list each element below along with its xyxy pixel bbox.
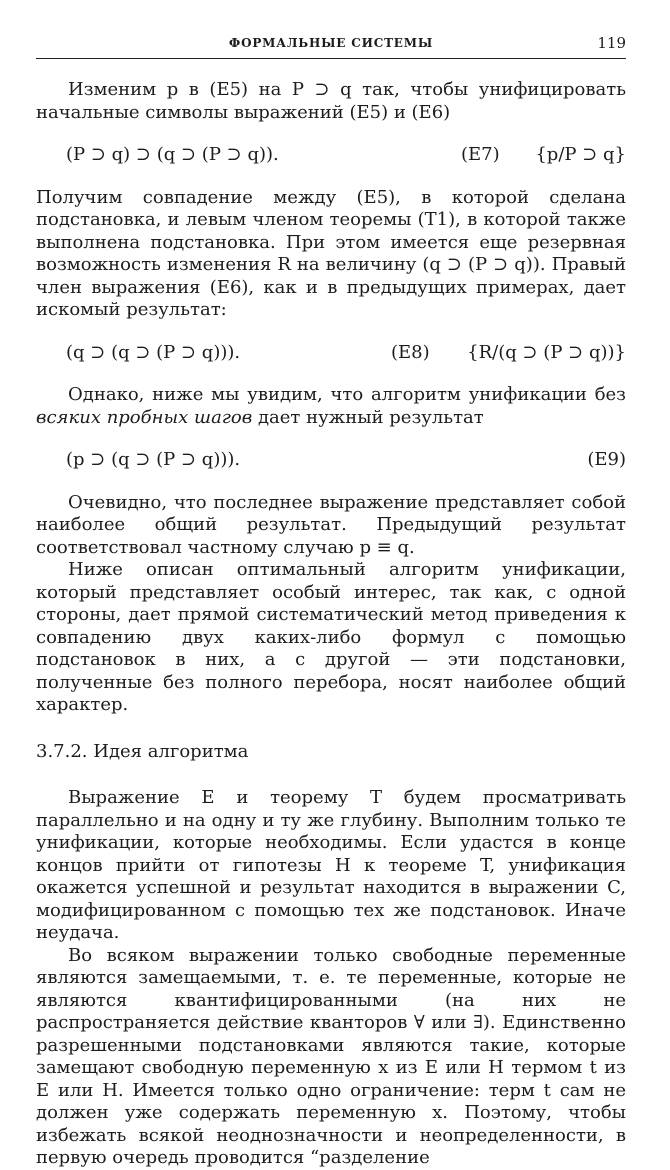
paragraph-3-after: дает нужный результат: [252, 406, 484, 428]
formula-e7-label: (E7): [461, 144, 500, 165]
formula-e9-expression: (p ⊃ (q ⊃ (P ⊃ q))).: [66, 449, 241, 470]
formula-e7-substitution: {p/P ⊃ q}: [535, 144, 626, 165]
section-title: 3.7.2. Идея алгоритма: [36, 740, 249, 762]
page-header: [36, 30, 626, 59]
paragraph-7: Во всяком выражении только свободные переменные являются замещаемыми, т. е. те переменные, которые не являются квантифицированными (на них не распространяется действие кванторов ∀ или ∃). Единственно разрешенными подстановками являются такие, которые замещают свободную переменную x из E или H термом t из E или H. Имеется только одно ограничение: терм t сам не должен уже содержать переменную x. Поэтому, чтобы избежать всякой неоднозначности и неопределенности, в первую очередь проводится “разделение: [36, 944, 626, 1168]
paragraph-5: Ниже описан оптимальный алгоритм унификации, который представляет особый интерес, так как, с одной стороны, дает прямой систематический метод приведения к совпадению двух каких-либо формул с помощью подстановок в них, а с другой — эти подстановки, полученные без полного перебора, носят наиболее общий характер.: [36, 559, 626, 715]
formula-e9-label: (E9): [587, 449, 626, 470]
paragraph-3-before: Однако, ниже мы увидим, что алгоритм унификации без: [68, 384, 626, 405]
page-number: 119: [597, 34, 626, 52]
formula-e7-expression: (P ⊃ q) ⊃ (q ⊃ (P ⊃ q)).: [66, 144, 279, 165]
page-body: [36, 79, 626, 1170]
formula-e8-substitution: {R/(q ⊃ (P ⊃ q))}: [467, 341, 626, 363]
paragraph-2: Получим совпадение между (E5), в которой сделана подстановка, и левым членом теоремы (T1), в которой также выполнена подстановка. При этом имеется еще резервная возможность изменения R на величину (q ⊃ (P ⊃ q)). Правый член выражения (E6), как и в предыдущих примерах, дает искомый результат:: [36, 186, 626, 320]
paragraph-4: Очевидно, что последнее выражение представляет собой наиболее общий результат. Предыдущий результат соответствовал частному случаю p ≡ q.: [36, 491, 626, 558]
formula-e8-label: (E8): [391, 341, 430, 363]
formula-e7: [36, 144, 626, 167]
book-page: [36, 30, 626, 1168]
formula-e8-expression: (q ⊃ (q ⊃ (P ⊃ q))).: [66, 341, 241, 363]
formula-e9: [36, 449, 626, 472]
running-head: ФОРМАЛЬНЫЕ СИСТЕМЫ: [228, 36, 434, 50]
paragraph-3: [36, 384, 626, 429]
formula-e8: [36, 342, 626, 365]
paragraph-6: Выражение E и теорему T будем просматривать параллельно и на одну и ту же глубину. Выполним только те унификации, которые необходимы. Если удастся в конце концов прийти от гипотезы H к теореме T, унификация окажется успешной и результат находится в выражении C, модифицированном с помощью тех же подстановок. Иначе неудача.: [36, 787, 626, 943]
paragraph-3-emphasis: всяких пробных шагов: [36, 406, 253, 428]
paragraph-1: Изменим p в (E5) на P ⊃ q так, чтобы унифицировать начальные символы выражений (E5) и (E6): [36, 79, 626, 123]
